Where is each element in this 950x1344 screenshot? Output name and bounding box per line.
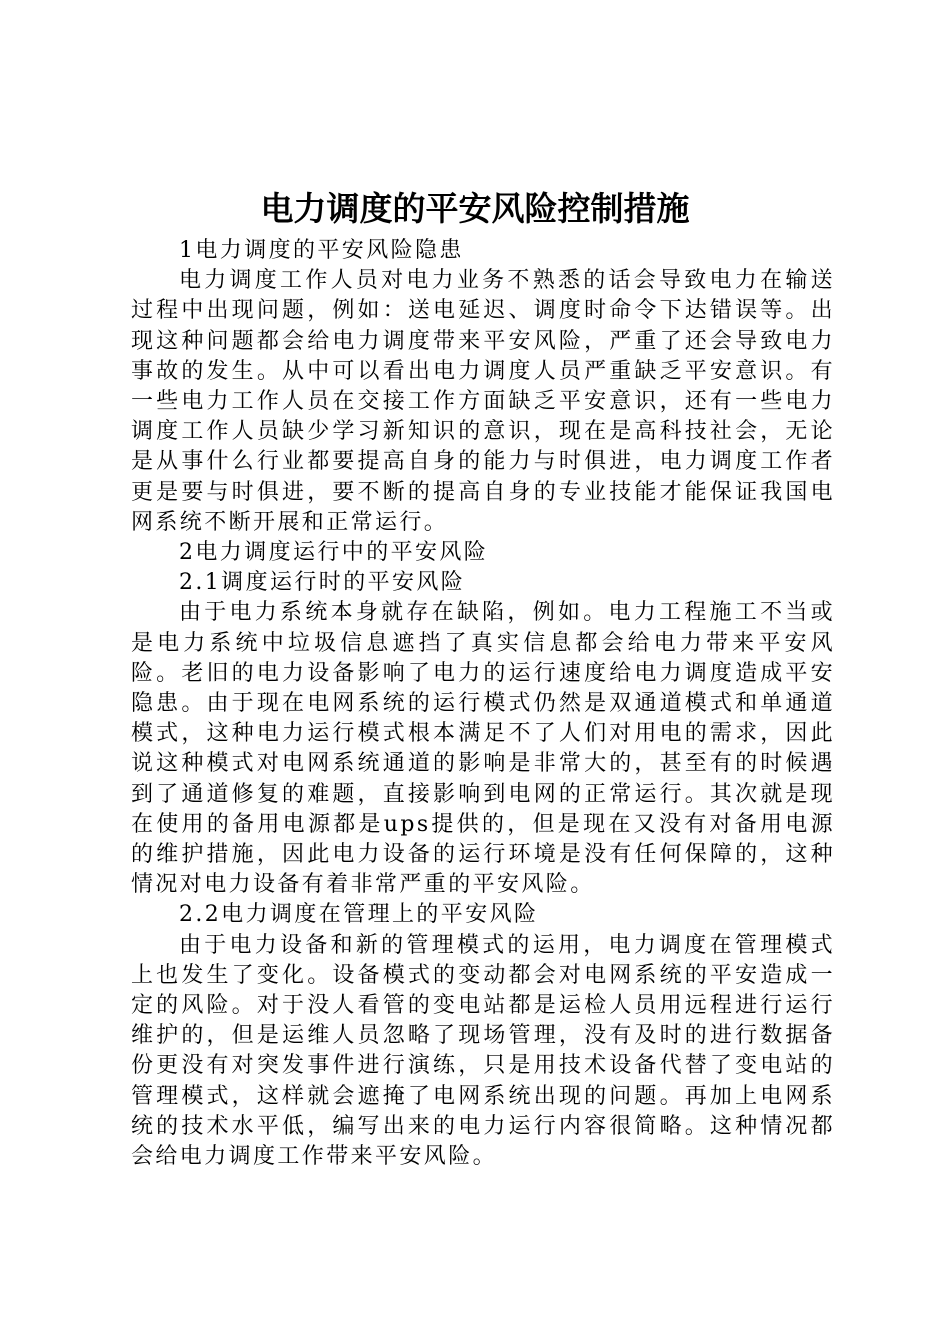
document-body (131, 236, 835, 1172)
subsection-heading-2-1: 2.1调度运行时的平安风险 (179, 570, 466, 596)
subsection-heading-2-2: 2.2电力调度在管理上的平安风险 (179, 902, 539, 928)
body-paragraph: 由于电力系统本身就存在缺陷，例如。电力工程施工不当或是电力系统中垃圾信息遮挡了真实信息都会给电力带来平安风险。老旧的电力设备影响了电力的运行速度给电力调度造成平安隐患。由于现在电网系统的运行模式仍然是双通道模式和单通道模式，这种电力运行模式根本满足不了人们对用电的需求，因此说这种模式对电网系统通道的影响是非常大的，甚至有的时候遇到了通道修复的难题，直接影响到电网的正常运行。其次就是现在使用的备用电源都是ups提供的，但是现在又没有对备用电源的维护措施，因此电力设备的运行环境是没有任何保障的，这种情况对电力设备有着非常严重的平安风险。 (131, 600, 835, 898)
body-paragraph: 由于电力设备和新的管理模式的运用，电力调度在管理模式上也发生了变化。设备模式的变动都会对电网系统的平安造成一定的风险。对于没人看管的变电站都是运检人员用远程进行运行维护的，但是运维人员忽略了现场管理，没有及时的进行数据备份更没有对突发事件进行演练，只是用技术设备代替了变电站的管理模式，这样就会遮掩了电网系统出现的问题。再加上电网系统的技术水平低，编写出来的电力运行内容很简略。这种情况都会给电力调度工作带来平安风险。 (131, 932, 835, 1170)
document-title: 电力调度的平安风险控制措施 (260, 189, 690, 228)
section-heading-2: 2电力调度运行中的平安风险 (179, 540, 489, 566)
section-heading-1: 1电力调度的平安风险隐患 (179, 238, 464, 263)
body-paragraph: 电力调度工作人员对电力业务不熟悉的话会导致电力在输送过程中出现问题，例如：送电延迟、调度时命令下达错误等。出现这种问题都会给电力调度带来平安风险，严重了还会导致电力事故的发生。从中可以看出电力调度人员严重缺乏平安意识。有一些电力工作人员在交接工作方面缺乏平安意识，还有一些电力调度工作人员缺少学习新知识的意识，现在是高科技社会，无论是从事什么行业都要提高自身的能力与时俱进，电力调度工作者更是要与时俱进，要不断的提高自身的专业技能才能保证我国电网系统不断开展和正常运行。 (131, 268, 835, 535)
